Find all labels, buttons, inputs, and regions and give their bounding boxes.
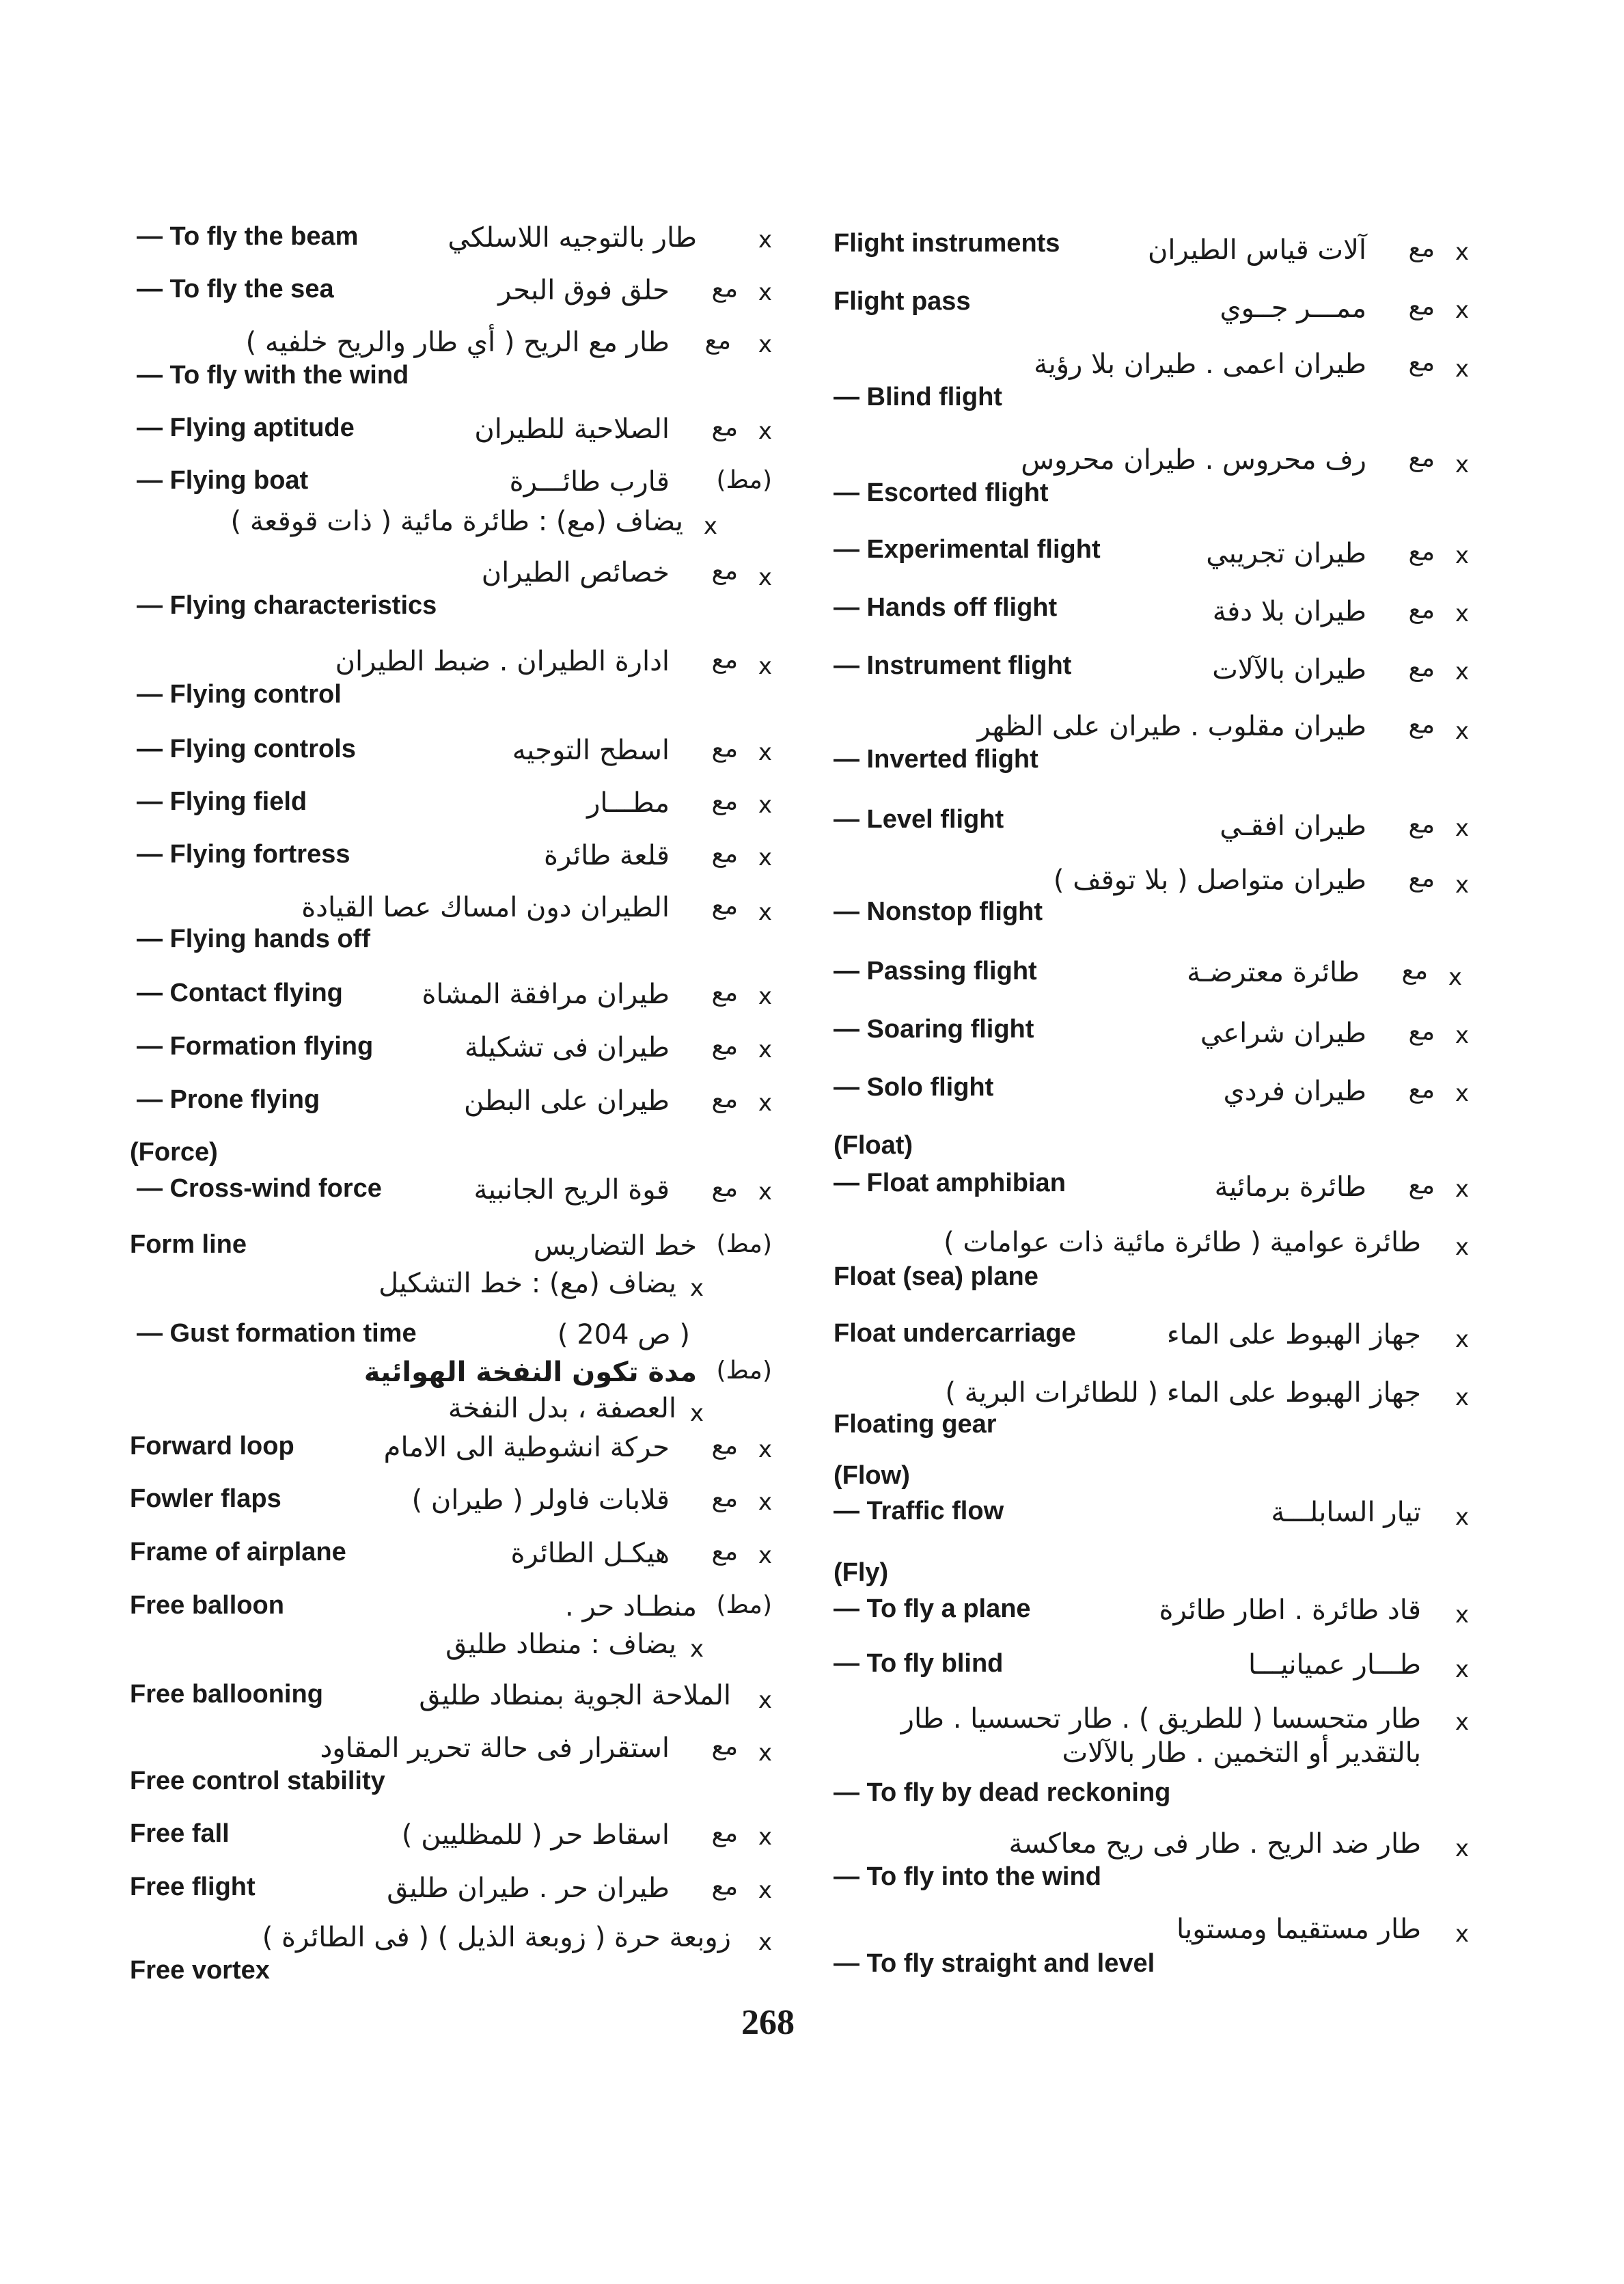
list-item (137, 557, 772, 620)
term: — Float amphibian (834, 1169, 1066, 1197)
definition: زوبعة حرة ( زوبعة الذيل ) ( فى الطائرة ) (262, 1922, 731, 1953)
x-mark: x (1455, 297, 1469, 324)
x-mark: x (758, 1687, 772, 1714)
term: — Inverted flight (834, 745, 1038, 774)
x-mark: x (689, 1275, 704, 1302)
term: Float (sea) plane (834, 1262, 1038, 1291)
list-item (137, 1268, 772, 1322)
x-mark: x (758, 1436, 772, 1463)
definition: طيران شراعي (1200, 1018, 1366, 1049)
definition: مطـــار (587, 787, 670, 819)
marker: مع (711, 1032, 738, 1060)
x-mark: x (1455, 1175, 1469, 1203)
definition: يضاف (مع) : خط التشكيل (379, 1268, 676, 1299)
definition: اسطح التوجيه (512, 735, 670, 766)
x-mark: x (758, 983, 772, 1010)
list-item (130, 1680, 772, 1735)
x-mark: x (758, 1488, 772, 1516)
x-mark: x (1455, 542, 1469, 569)
x-mark: x (758, 739, 772, 766)
list-item (130, 1732, 772, 1795)
definition: العصفة ، بدل النفخة (448, 1393, 676, 1424)
list-item (834, 1015, 1469, 1070)
list-item (130, 1484, 772, 1539)
list-item (137, 892, 772, 953)
term: — Passing flight (834, 957, 1037, 985)
x-mark: x (689, 1635, 704, 1663)
x-mark: x (758, 1542, 772, 1569)
list-item (137, 1085, 772, 1140)
term: Free balloon (130, 1591, 284, 1620)
x-mark: x (758, 564, 772, 591)
list-item (834, 651, 1469, 706)
list-item (834, 805, 1469, 860)
term: — Formation flying (137, 1032, 374, 1061)
marker: مع (1408, 865, 1435, 893)
list-item (137, 646, 772, 709)
marker: مع (711, 646, 738, 674)
x-mark: x (1455, 1504, 1469, 1531)
definition: حلق فوق البحر (498, 275, 670, 306)
definition: ممـــر جــوي (1220, 293, 1366, 324)
list-item (137, 1032, 772, 1087)
marker: مع (1408, 444, 1435, 472)
list-item (834, 229, 1469, 284)
term: — Flying fortress (137, 840, 350, 869)
definition: طيران متواصل ( بلا توقف ) (1053, 865, 1366, 896)
list-item (834, 1914, 1469, 1978)
term: Free flight (130, 1873, 256, 1901)
x-mark: x (1455, 239, 1469, 266)
definition: طيران على البطن (464, 1085, 670, 1117)
definition: قاد طائرة . اطار طائرة (1159, 1594, 1421, 1626)
page-number: 268 (741, 2003, 795, 2042)
term: — Flying hands off (137, 925, 370, 953)
marker: مع (1408, 1171, 1435, 1199)
list-item (137, 275, 772, 329)
definition: الملاحة الجوية بمنطاد طليق (419, 1680, 731, 1711)
x-mark: x (758, 1178, 772, 1206)
list-item (834, 593, 1469, 648)
x-mark: x (1455, 871, 1469, 899)
x-mark: x (758, 1929, 772, 1956)
definition: جهاز الهبوط على الماء ( للطائرات البرية ) (945, 1377, 1421, 1409)
list-item (834, 1828, 1469, 1891)
list-item (834, 1649, 1469, 1704)
list-item (137, 506, 772, 560)
term: — Flying characteristics (137, 591, 437, 620)
definition: طيران فردي (1223, 1076, 1366, 1107)
term: — To fly a plane (834, 1594, 1031, 1623)
list-item (834, 957, 1469, 1011)
list-item (834, 535, 1469, 590)
section-label: (Fly) (834, 1558, 889, 1587)
term: — Hands off flight (834, 593, 1058, 622)
marker: مع (711, 1732, 738, 1760)
definition: رف محروس . طيران محروس (1021, 444, 1366, 476)
definition: قلابات فاولر ( طيران ) (411, 1484, 670, 1516)
term: — To fly straight and level (834, 1949, 1155, 1978)
x-mark: x (689, 1400, 704, 1427)
page-ref: ( ص 204 ) (557, 1319, 690, 1350)
definition: طيران تجريبي (1206, 538, 1366, 569)
x-mark: x (1455, 1234, 1469, 1261)
x-mark: x (758, 791, 772, 819)
definition: طار ضد الريح . طار فى ريح معاكسة (1008, 1828, 1421, 1860)
list-item (130, 1432, 772, 1486)
term: Free control stability (130, 1767, 385, 1795)
x-mark: x (1455, 1835, 1469, 1862)
x-mark: x (1455, 1022, 1469, 1049)
term: Flight pass (834, 287, 971, 316)
definition: ادارة الطيران . ضبط الطيران (335, 646, 670, 677)
definition: اسقاط حر ( للمظليين ) (401, 1819, 670, 1851)
list-item (137, 840, 772, 895)
marker: مع (1408, 293, 1435, 321)
x-mark: x (758, 899, 772, 926)
x-mark: x (1455, 1601, 1469, 1629)
list-item (137, 1174, 772, 1229)
marker: مع (1408, 538, 1435, 566)
x-mark: x (1455, 1656, 1469, 1683)
definition: طـــار عميانيـــا (1248, 1649, 1421, 1681)
list-item (130, 1922, 772, 1985)
list-item (137, 413, 772, 468)
list-item (834, 1169, 1469, 1223)
list-item (834, 287, 1469, 342)
term: — Flying control (137, 680, 342, 709)
list-item (137, 787, 772, 842)
term: — Level flight (834, 805, 1004, 834)
definition: حركة انشوطية الى الامام (383, 1432, 670, 1463)
x-mark: x (1455, 600, 1469, 627)
term: — Solo flight (834, 1073, 994, 1102)
definition: طيران حر . طيران طليق (387, 1873, 670, 1904)
x-mark: x (758, 1877, 772, 1904)
definition: جهاز الهبوط على الماء (1166, 1319, 1421, 1350)
definition: آلات قياس الطيران (1148, 234, 1366, 266)
marker: مع (1408, 811, 1435, 839)
list-item (834, 865, 1469, 926)
term: Flight instruments (834, 229, 1060, 258)
definition: طيران اعمى . طيران بلا رؤية (1034, 349, 1366, 380)
marker: (مط) (716, 1357, 772, 1385)
marker: مع (711, 557, 738, 585)
marker: مع (711, 413, 738, 441)
definition: خصائص الطيران (481, 557, 670, 588)
definition: طيران افقـي (1220, 811, 1366, 842)
term: — Cross-wind force (137, 1174, 382, 1203)
definition: قوة الريح الجانبية (473, 1174, 670, 1206)
x-mark: x (703, 513, 717, 540)
term: Float undercarriage (834, 1319, 1076, 1348)
x-mark: x (758, 1089, 772, 1117)
term: Free ballooning (130, 1680, 323, 1709)
list-item (834, 1594, 1469, 1649)
list-item (834, 1497, 1469, 1551)
definition: طائرة عوامية ( طائرة مائية ذات عوامات ) (944, 1227, 1421, 1258)
term: — To fly into the wind (834, 1862, 1101, 1891)
section-label: (Force) (130, 1138, 218, 1167)
x-mark: x (758, 226, 772, 254)
term: — Blind flight (834, 383, 1002, 411)
list-item (834, 711, 1469, 774)
x-mark: x (1455, 1709, 1469, 1736)
list-item (130, 1873, 772, 1927)
x-mark: x (758, 279, 772, 306)
term: — To fly by dead reckoning (834, 1778, 1171, 1807)
marker: مع (1408, 234, 1435, 262)
x-mark: x (1455, 451, 1469, 478)
list-item (834, 1319, 1469, 1374)
term: Free fall (130, 1819, 230, 1848)
list-item (834, 349, 1469, 411)
definition: طيران بلا دفة (1212, 596, 1366, 627)
marker: مع (711, 1432, 738, 1460)
list-item (137, 327, 772, 390)
x-mark: x (1455, 1326, 1469, 1353)
marker: (مط) (716, 1230, 772, 1258)
x-mark: x (1448, 964, 1462, 991)
x-mark: x (1455, 1920, 1469, 1948)
term: — To fly the sea (137, 275, 334, 303)
x-mark: x (1455, 1384, 1469, 1411)
marker: مع (711, 1873, 738, 1901)
marker: مع (1408, 1018, 1435, 1046)
section-label: (Flow) (834, 1461, 910, 1490)
term: Form line (130, 1230, 247, 1259)
list-item (137, 979, 772, 1033)
x-mark: x (1455, 718, 1469, 745)
marker: مع (711, 1819, 738, 1847)
definition: يضاف (مع) : طائرة مائية ( ذات قوقعة ) (230, 506, 683, 537)
term: — To fly blind (834, 1649, 1004, 1678)
marker: مع (711, 275, 738, 303)
term: Free vortex (130, 1956, 270, 1985)
marker: مع (711, 840, 738, 868)
term: — Flying boat (137, 466, 309, 495)
marker: مع (711, 1538, 738, 1566)
definition: طيران فى تشكيلة (464, 1032, 670, 1063)
list-item (137, 1629, 772, 1683)
marker: مع (711, 735, 738, 763)
definition: مدة تكون النفخة الهوائية (363, 1357, 697, 1388)
term: — Gust formation time (137, 1319, 417, 1348)
list-item (834, 1377, 1469, 1439)
x-mark: x (758, 418, 772, 445)
x-mark: x (1455, 355, 1469, 383)
x-mark: x (1455, 658, 1469, 685)
definition: قلعة طائرة (543, 840, 670, 871)
list-item (130, 1538, 772, 1592)
term: — Contact flying (137, 979, 343, 1007)
x-mark: x (1455, 1080, 1469, 1107)
definition: طار بالتوجيه اللاسلكي (448, 222, 697, 254)
term: Fowler flaps (130, 1484, 281, 1513)
marker: مع (711, 787, 738, 815)
x-mark: x (758, 1739, 772, 1767)
definition: الطيران دون امساك عصا القيادة (301, 892, 670, 923)
section-label: (Float) (834, 1131, 913, 1160)
list-item (834, 444, 1469, 507)
term: — To fly the beam (137, 222, 359, 251)
term: — Prone flying (137, 1085, 320, 1114)
list-item (834, 1073, 1469, 1128)
term: — Traffic flow (834, 1497, 1004, 1525)
x-mark: x (758, 1823, 772, 1851)
x-mark: x (758, 844, 772, 871)
marker: مع (704, 327, 731, 355)
marker: مع (711, 892, 738, 920)
term: — Flying field (137, 787, 307, 816)
definition: طار مستقيما ومستويا (1176, 1914, 1421, 1945)
definition: هيكـل الطائرة (510, 1538, 670, 1569)
term: — Escorted flight (834, 478, 1049, 507)
definition: خط التضاريس (533, 1230, 697, 1262)
definition: طيران مقلوب . طيران على الظهر (977, 711, 1366, 742)
definition: طائرة معترضـة (1187, 957, 1360, 988)
x-mark: x (758, 331, 772, 358)
definition: طار متحسسا ( للطريق ) . طار تحسسيا . طار بالتقدير أو التخمين . طار بالآلات (900, 1703, 1421, 1769)
marker: مع (1408, 654, 1435, 682)
marker: مع (711, 979, 738, 1007)
x-mark: x (758, 653, 772, 680)
term: — Instrument flight (834, 651, 1072, 680)
list-item (834, 1702, 1469, 1807)
term: — Soaring flight (834, 1015, 1034, 1044)
x-mark: x (1455, 815, 1469, 842)
list-item (834, 1227, 1469, 1291)
marker: مع (1408, 711, 1435, 739)
term: Floating gear (834, 1410, 997, 1439)
definition: الصلاحية للطيران (474, 413, 670, 445)
marker: مع (1408, 349, 1435, 377)
marker: مع (1408, 596, 1435, 624)
definition: طار مع الريح ( أي طار والريح خلفيه ) (245, 327, 670, 358)
marker: مع (1408, 1076, 1435, 1104)
term: Forward loop (130, 1432, 294, 1460)
marker: مع (1401, 957, 1428, 985)
definition: تيار السابلـــة (1271, 1497, 1421, 1528)
marker: مع (711, 1085, 738, 1113)
x-mark: x (758, 1036, 772, 1063)
definition: استقرار فى حالة تحرير المقاود (320, 1732, 670, 1764)
definition: يضاف : منطاد طليق (445, 1629, 676, 1660)
marker: (مط) (716, 466, 772, 494)
term: Frame of airplane (130, 1538, 346, 1566)
marker: مع (711, 1174, 738, 1202)
list-item (130, 1819, 772, 1874)
definition: منطـاد حر . (565, 1591, 697, 1622)
term: — Flying aptitude (137, 413, 355, 442)
definition: قارب طائـــرة (509, 466, 670, 498)
term: — Experimental flight (834, 535, 1101, 564)
term: — Flying controls (137, 735, 356, 763)
term: — Nonstop flight (834, 897, 1043, 926)
term: — To fly with the wind (137, 361, 409, 390)
definition: طيران مرافقة المشاة (422, 979, 670, 1010)
list-item (137, 735, 772, 789)
definition: طيران بالآلات (1212, 654, 1366, 685)
marker: مع (711, 1484, 738, 1512)
marker: (مط) (716, 1591, 772, 1619)
list-item (137, 222, 772, 277)
definition: طائرة برمائية (1214, 1171, 1366, 1203)
